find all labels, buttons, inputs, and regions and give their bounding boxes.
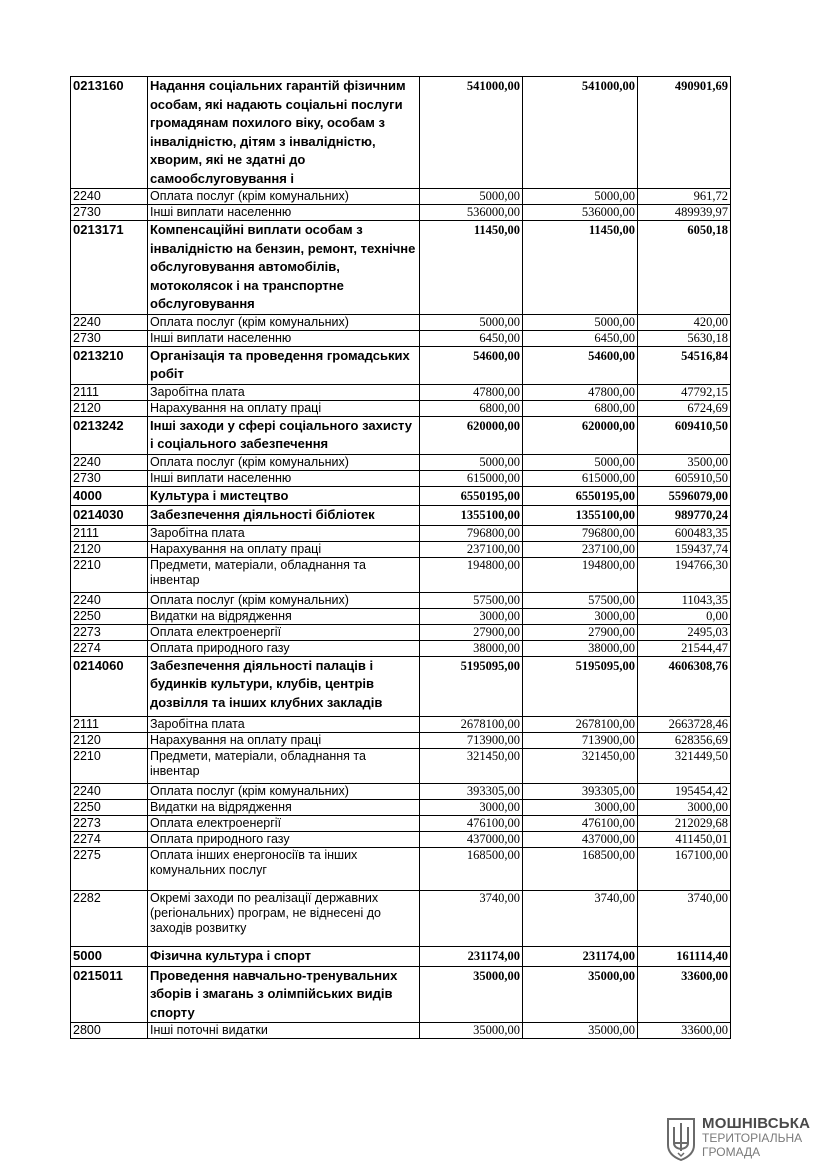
name-cell: Інші поточні видатки	[148, 1023, 420, 1039]
name-cell: Оплата послуг (крім комунальних)	[148, 189, 420, 205]
plan-year-cell: 35000,00	[420, 966, 523, 1023]
plan-period-cell: 620000,00	[523, 416, 638, 454]
plan-year-cell: 796800,00	[420, 525, 523, 541]
table-row	[71, 541, 731, 557]
plan-year-cell: 5195095,00	[420, 656, 523, 717]
name-cell: Нарахування на оплату праці	[148, 733, 420, 749]
code-cell: 2250	[71, 800, 148, 816]
plan-year-cell: 3000,00	[420, 608, 523, 624]
table-row	[71, 189, 731, 205]
plan-year-cell: 2678100,00	[420, 717, 523, 733]
plan-year-cell: 6800,00	[420, 400, 523, 416]
table-row	[71, 221, 731, 315]
plan-year-cell: 5000,00	[420, 314, 523, 330]
table-row	[71, 608, 731, 624]
trident-crest-icon	[666, 1117, 696, 1161]
plan-year-cell: 536000,00	[420, 205, 523, 221]
plan-year-cell: 11450,00	[420, 221, 523, 315]
table-row	[71, 77, 731, 189]
plan-year-cell: 231174,00	[420, 947, 523, 967]
name-cell: Оплата інших енергоносіїв та інших комунальних послуг	[148, 848, 420, 891]
plan-period-cell: 2678100,00	[523, 717, 638, 733]
name-cell: Заробітна плата	[148, 525, 420, 541]
code-cell: 2111	[71, 717, 148, 733]
name-cell: Оплата природного газу	[148, 640, 420, 656]
actual-cell: 0,00	[638, 608, 731, 624]
actual-cell: 490901,69	[638, 77, 731, 189]
table-row	[71, 346, 731, 384]
code-cell: 0213210	[71, 346, 148, 384]
plan-period-cell: 35000,00	[523, 1023, 638, 1039]
code-cell: 2240	[71, 189, 148, 205]
actual-cell: 4606308,76	[638, 656, 731, 717]
plan-year-cell: 38000,00	[420, 640, 523, 656]
plan-period-cell: 541000,00	[523, 77, 638, 189]
name-cell: Оплата послуг (крім комунальних)	[148, 454, 420, 470]
plan-period-cell: 615000,00	[523, 470, 638, 486]
plan-period-cell: 57500,00	[523, 592, 638, 608]
actual-cell: 961,72	[638, 189, 731, 205]
actual-cell: 3740,00	[638, 891, 731, 947]
plan-year-cell: 713900,00	[420, 733, 523, 749]
name-cell: Окремі заходи по реалізації державних (регіональних) програм, не віднесені до заходів розвитку	[148, 891, 420, 947]
plan-year-cell: 54600,00	[420, 346, 523, 384]
actual-cell: 609410,50	[638, 416, 731, 454]
plan-period-cell: 11450,00	[523, 221, 638, 315]
code-cell: 2111	[71, 525, 148, 541]
code-cell: 2240	[71, 314, 148, 330]
code-cell: 2275	[71, 848, 148, 891]
plan-period-cell: 393305,00	[523, 784, 638, 800]
name-cell: Інші виплати населенню	[148, 330, 420, 346]
table-row	[71, 656, 731, 717]
plan-year-cell: 237100,00	[420, 541, 523, 557]
actual-cell: 989770,24	[638, 506, 731, 526]
plan-period-cell: 1355100,00	[523, 506, 638, 526]
plan-period-cell: 5000,00	[523, 189, 638, 205]
actual-cell: 212029,68	[638, 816, 731, 832]
plan-year-cell: 27900,00	[420, 624, 523, 640]
plan-year-cell: 476100,00	[420, 816, 523, 832]
plan-period-cell: 168500,00	[523, 848, 638, 891]
code-cell: 2120	[71, 400, 148, 416]
plan-period-cell: 54600,00	[523, 346, 638, 384]
plan-year-cell: 5000,00	[420, 454, 523, 470]
code-cell: 2273	[71, 816, 148, 832]
table-row	[71, 592, 731, 608]
plan-year-cell: 1355100,00	[420, 506, 523, 526]
actual-cell: 420,00	[638, 314, 731, 330]
name-cell: Оплата послуг (крім комунальних)	[148, 314, 420, 330]
plan-period-cell: 796800,00	[523, 525, 638, 541]
logo-subtitle-1: ТЕРИТОРІАЛЬНА	[702, 1131, 803, 1145]
table-row	[71, 891, 731, 947]
actual-cell: 33600,00	[638, 1023, 731, 1039]
plan-period-cell: 47800,00	[523, 384, 638, 400]
plan-period-cell: 6450,00	[523, 330, 638, 346]
name-cell: Видатки на відрядження	[148, 800, 420, 816]
table-row	[71, 384, 731, 400]
name-cell: Забезпечення діяльності бібліотек	[148, 506, 420, 526]
plan-period-cell: 237100,00	[523, 541, 638, 557]
table-row	[71, 816, 731, 832]
plan-year-cell: 6550195,00	[420, 486, 523, 506]
logo-subtitle-2: ГРОМАДА	[702, 1145, 761, 1159]
name-cell: Предмети, матеріали, обладнання та інвентар	[148, 749, 420, 784]
community-logo	[666, 1115, 816, 1163]
name-cell: Інші заходи у сфері соціального захисту і соціального забезпечення	[148, 416, 420, 454]
actual-cell: 3000,00	[638, 800, 731, 816]
actual-cell: 33600,00	[638, 966, 731, 1023]
actual-cell: 195454,42	[638, 784, 731, 800]
plan-year-cell: 5000,00	[420, 189, 523, 205]
table-row	[71, 966, 731, 1023]
plan-period-cell: 231174,00	[523, 947, 638, 967]
plan-year-cell: 615000,00	[420, 470, 523, 486]
plan-period-cell: 27900,00	[523, 624, 638, 640]
plan-period-cell: 476100,00	[523, 816, 638, 832]
code-cell: 2730	[71, 470, 148, 486]
actual-cell: 2663728,46	[638, 717, 731, 733]
code-cell: 2800	[71, 1023, 148, 1039]
actual-cell: 54516,84	[638, 346, 731, 384]
plan-period-cell: 3740,00	[523, 891, 638, 947]
name-cell: Оплата електроенергії	[148, 624, 420, 640]
actual-cell: 6050,18	[638, 221, 731, 315]
code-cell: 2274	[71, 832, 148, 848]
name-cell: Предмети, матеріали, обладнання та інвентар	[148, 557, 420, 592]
actual-cell: 159437,74	[638, 541, 731, 557]
plan-period-cell: 3000,00	[523, 608, 638, 624]
logo-title: МОШНІВСЬКА	[702, 1115, 811, 1132]
table-row	[71, 784, 731, 800]
actual-cell: 411450,01	[638, 832, 731, 848]
actual-cell: 21544,47	[638, 640, 731, 656]
name-cell: Оплата послуг (крім комунальних)	[148, 592, 420, 608]
table-row	[71, 1023, 731, 1039]
plan-year-cell: 3740,00	[420, 891, 523, 947]
plan-year-cell: 47800,00	[420, 384, 523, 400]
table-row	[71, 400, 731, 416]
table-row	[71, 525, 731, 541]
name-cell: Заробітна плата	[148, 384, 420, 400]
plan-period-cell: 194800,00	[523, 557, 638, 592]
table-row	[71, 733, 731, 749]
plan-year-cell: 168500,00	[420, 848, 523, 891]
actual-cell: 3500,00	[638, 454, 731, 470]
name-cell: Компенсаційні виплати особам з інвалідністю на бензин, ремонт, технічне обслуговування автомобілів, мотоколясок і на транспортне обслуговування	[148, 221, 420, 315]
code-cell: 2273	[71, 624, 148, 640]
actual-cell: 5596079,00	[638, 486, 731, 506]
plan-period-cell: 713900,00	[523, 733, 638, 749]
plan-period-cell: 5000,00	[523, 454, 638, 470]
name-cell: Організація та проведення громадських робіт	[148, 346, 420, 384]
plan-year-cell: 194800,00	[420, 557, 523, 592]
name-cell: Оплата природного газу	[148, 832, 420, 848]
table-row	[71, 717, 731, 733]
code-cell: 2240	[71, 592, 148, 608]
table-row	[71, 454, 731, 470]
code-cell: 0213171	[71, 221, 148, 315]
plan-period-cell: 5195095,00	[523, 656, 638, 717]
name-cell: Фізична культура і спорт	[148, 947, 420, 967]
actual-cell: 11043,35	[638, 592, 731, 608]
actual-cell: 321449,50	[638, 749, 731, 784]
name-cell: Оплата послуг (крім комунальних)	[148, 784, 420, 800]
name-cell: Культура і мистецтво	[148, 486, 420, 506]
name-cell: Заробітна плата	[148, 717, 420, 733]
code-cell: 0215011	[71, 966, 148, 1023]
plan-year-cell: 321450,00	[420, 749, 523, 784]
table-row	[71, 470, 731, 486]
code-cell: 2240	[71, 454, 148, 470]
plan-period-cell: 536000,00	[523, 205, 638, 221]
plan-year-cell: 35000,00	[420, 1023, 523, 1039]
plan-period-cell: 3000,00	[523, 800, 638, 816]
plan-year-cell: 6450,00	[420, 330, 523, 346]
table-row	[71, 557, 731, 592]
budget-table-body	[71, 77, 731, 1039]
plan-period-cell: 5000,00	[523, 314, 638, 330]
code-cell: 2240	[71, 784, 148, 800]
code-cell: 2120	[71, 541, 148, 557]
code-cell: 2210	[71, 749, 148, 784]
table-row	[71, 205, 731, 221]
plan-year-cell: 393305,00	[420, 784, 523, 800]
table-row	[71, 749, 731, 784]
plan-period-cell: 6550195,00	[523, 486, 638, 506]
code-cell: 0213242	[71, 416, 148, 454]
code-cell: 2730	[71, 205, 148, 221]
name-cell: Інші виплати населенню	[148, 470, 420, 486]
code-cell: 0214060	[71, 656, 148, 717]
code-cell: 0213160	[71, 77, 148, 189]
plan-year-cell: 541000,00	[420, 77, 523, 189]
name-cell: Надання соціальних гарантій фізичним особам, які надають соціальні послуги громадянам похилого віку, особам з інвалідністю, дітям з інвалідністю, хворим, які не здатні до самообслуговування і	[148, 77, 420, 189]
code-cell: 2730	[71, 330, 148, 346]
table-row	[71, 947, 731, 967]
name-cell: Забезпечення діяльності палаців і будинків культури, клубів, центрів дозвілля та інших клубних закладів	[148, 656, 420, 717]
budget-table	[70, 76, 731, 1039]
code-cell: 2111	[71, 384, 148, 400]
actual-cell: 600483,35	[638, 525, 731, 541]
code-cell: 2250	[71, 608, 148, 624]
actual-cell: 161114,40	[638, 947, 731, 967]
plan-period-cell: 35000,00	[523, 966, 638, 1023]
actual-cell: 167100,00	[638, 848, 731, 891]
actual-cell: 605910,50	[638, 470, 731, 486]
table-row	[71, 416, 731, 454]
actual-cell: 6724,69	[638, 400, 731, 416]
table-row	[71, 832, 731, 848]
table-row	[71, 624, 731, 640]
name-cell: Проведення навчально-тренувальних зборів і змагань з олімпійських видів спорту	[148, 966, 420, 1023]
code-cell: 4000	[71, 486, 148, 506]
table-row	[71, 314, 731, 330]
plan-year-cell: 57500,00	[420, 592, 523, 608]
name-cell: Нарахування на оплату праці	[148, 541, 420, 557]
code-cell: 2282	[71, 891, 148, 947]
actual-cell: 489939,97	[638, 205, 731, 221]
plan-period-cell: 321450,00	[523, 749, 638, 784]
code-cell: 2120	[71, 733, 148, 749]
name-cell: Оплата електроенергії	[148, 816, 420, 832]
plan-period-cell: 6800,00	[523, 400, 638, 416]
code-cell: 5000	[71, 947, 148, 967]
table-row	[71, 506, 731, 526]
plan-period-cell: 38000,00	[523, 640, 638, 656]
code-cell: 0214030	[71, 506, 148, 526]
actual-cell: 628356,69	[638, 733, 731, 749]
actual-cell: 47792,15	[638, 384, 731, 400]
code-cell: 2210	[71, 557, 148, 592]
plan-year-cell: 3000,00	[420, 800, 523, 816]
name-cell: Інші виплати населенню	[148, 205, 420, 221]
plan-year-cell: 437000,00	[420, 832, 523, 848]
actual-cell: 194766,30	[638, 557, 731, 592]
table-row	[71, 800, 731, 816]
table-row	[71, 330, 731, 346]
code-cell: 2274	[71, 640, 148, 656]
table-row	[71, 640, 731, 656]
plan-year-cell: 620000,00	[420, 416, 523, 454]
name-cell: Видатки на відрядження	[148, 608, 420, 624]
name-cell: Нарахування на оплату праці	[148, 400, 420, 416]
table-row	[71, 486, 731, 506]
table-row	[71, 848, 731, 891]
actual-cell: 2495,03	[638, 624, 731, 640]
plan-period-cell: 437000,00	[523, 832, 638, 848]
actual-cell: 5630,18	[638, 330, 731, 346]
